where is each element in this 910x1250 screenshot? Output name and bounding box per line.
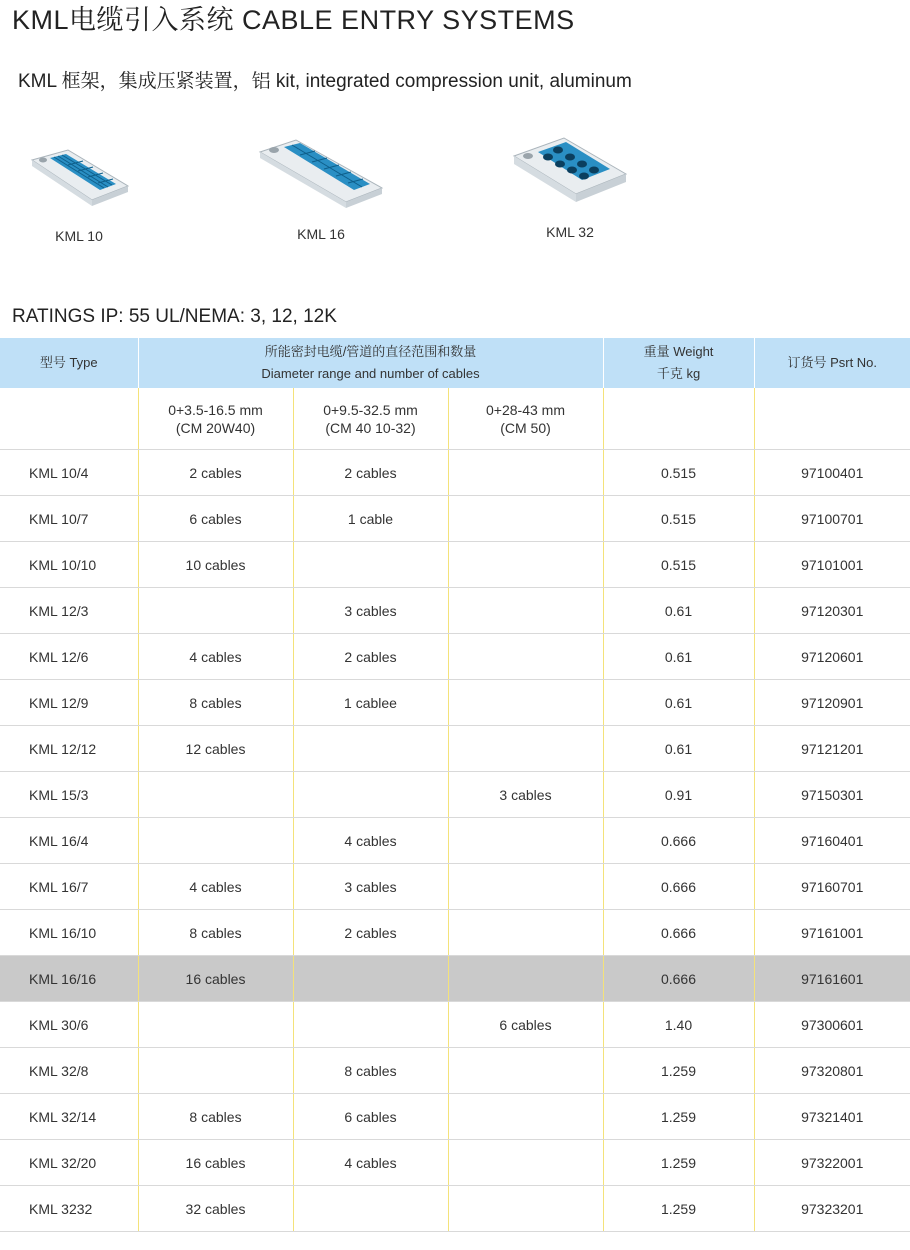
kml-10-frame-image (28, 148, 130, 224)
part-number-cell: 97120901 (754, 680, 910, 726)
kml-16-frame-image (258, 138, 384, 222)
large-range-cell (448, 726, 603, 772)
table-row (0, 1048, 910, 1094)
range-value: 0+9.5-32.5 mm (323, 401, 418, 418)
part-number-cell: 97321401 (754, 1094, 910, 1140)
table-row (0, 956, 910, 1002)
part-number-cell: 97160401 (754, 818, 910, 864)
table-row (0, 818, 910, 864)
type-cell: KML 12/12 (0, 726, 138, 772)
table-row (0, 726, 910, 772)
large-range-cell (448, 910, 603, 956)
medium-range-cell (293, 1186, 448, 1232)
large-range-cell (448, 1048, 603, 1094)
type-cell: KML 16/10 (0, 910, 138, 956)
empty-cell (0, 388, 138, 450)
weight-cell: 0.61 (603, 726, 754, 772)
weight-cell: 0.91 (603, 772, 754, 818)
medium-range-cell: 1 cablee (293, 680, 448, 726)
product-kml-16 (258, 138, 384, 248)
large-range-cell: 3 cables (448, 772, 603, 818)
range-cell (293, 388, 448, 450)
type-cell: KML 30/6 (0, 1002, 138, 1048)
range-cell (138, 388, 293, 450)
page-subtitle: KML 框架，集成压紧装置，铝 kit, integrated compression unit, aluminum (18, 71, 632, 92)
weight-cell: 0.61 (603, 680, 754, 726)
part-number-cell: 97150301 (754, 772, 910, 818)
weight-cell: 0.61 (603, 588, 754, 634)
type-cell: KML 16/4 (0, 818, 138, 864)
part-number-cell: 97161601 (754, 956, 910, 1002)
large-range-cell (448, 1186, 603, 1232)
weight-cell: 1.259 (603, 1094, 754, 1140)
table-row (0, 1002, 910, 1048)
table-row (0, 542, 910, 588)
type-cell: KML 10/7 (0, 496, 138, 542)
medium-range-cell: 2 cables (293, 450, 448, 496)
table-row (0, 450, 910, 496)
cable-entry-spec-table (0, 338, 910, 1232)
medium-range-cell: 1 cable (293, 496, 448, 542)
medium-range-cell: 6 cables (293, 1094, 448, 1140)
page-title: KML电缆引入系统 CABLE ENTRY SYSTEMS (12, 5, 575, 35)
small-range-cell (138, 818, 293, 864)
large-range-cell (448, 496, 603, 542)
part-number-column-header (754, 338, 910, 388)
diameter-range-row (0, 388, 910, 450)
table-row (0, 588, 910, 634)
weight-column-header (603, 338, 754, 388)
part-number-cell: 97121201 (754, 726, 910, 772)
table-row (0, 864, 910, 910)
medium-range-cell (293, 772, 448, 818)
small-range-cell: 8 cables (138, 910, 293, 956)
weight-cell: 0.515 (603, 450, 754, 496)
table-row (0, 634, 910, 680)
part-number-cell: 97161001 (754, 910, 910, 956)
product-label: KML 32 (546, 224, 594, 240)
small-range-cell: 6 cables (138, 496, 293, 542)
table-header-row (0, 338, 910, 388)
table-row (0, 680, 910, 726)
product-kml-10 (28, 148, 130, 248)
medium-range-cell (293, 542, 448, 588)
weight-cell: 1.259 (603, 1140, 754, 1186)
type-column-header (0, 338, 138, 388)
small-range-cell: 12 cables (138, 726, 293, 772)
weight-cell: 0.515 (603, 496, 754, 542)
table-row (0, 1094, 910, 1140)
small-range-cell (138, 772, 293, 818)
table-row (0, 772, 910, 818)
small-range-cell: 4 cables (138, 864, 293, 910)
type-cell: KML 16/7 (0, 864, 138, 910)
type-cell: KML 15/3 (0, 772, 138, 818)
medium-range-cell: 3 cables (293, 864, 448, 910)
small-range-cell: 16 cables (138, 1140, 293, 1186)
large-range-cell (448, 1094, 603, 1140)
large-range-cell (448, 634, 603, 680)
header-diameter-en: Diameter range and number of cables (261, 366, 480, 381)
small-range-cell (138, 1002, 293, 1048)
table-row (0, 1140, 910, 1186)
weight-cell: 1.259 (603, 1048, 754, 1094)
weight-cell: 0.61 (603, 634, 754, 680)
large-range-cell (448, 1140, 603, 1186)
medium-range-cell: 2 cables (293, 634, 448, 680)
type-cell: KML 10/4 (0, 450, 138, 496)
small-range-cell: 32 cables (138, 1186, 293, 1232)
header-weight-line1: 重量 Weight (643, 344, 714, 359)
range-cell (448, 388, 603, 450)
large-range-cell (448, 864, 603, 910)
product-label: KML 16 (297, 226, 345, 242)
table-row (0, 1186, 910, 1232)
table-row (0, 496, 910, 542)
large-range-cell (448, 588, 603, 634)
type-cell: KML 3232 (0, 1186, 138, 1232)
range-value: 0+3.5-16.5 mm (168, 401, 263, 418)
ratings-heading: RATINGS IP: 55 UL/NEMA: 3, 12, 12K (12, 306, 337, 327)
medium-range-cell: 8 cables (293, 1048, 448, 1094)
small-range-cell (138, 1048, 293, 1094)
large-range-cell (448, 956, 603, 1002)
range-value: 0+28-43 mm (486, 401, 565, 418)
medium-range-cell (293, 726, 448, 772)
header-weight-line2: 千克 kg (656, 366, 701, 381)
weight-cell: 1.40 (603, 1002, 754, 1048)
header-type-label: 型号 Type (39, 355, 98, 370)
type-cell: KML 32/14 (0, 1094, 138, 1140)
product-label: KML 10 (55, 228, 103, 244)
range-module: (CM 40 10-32) (325, 419, 416, 436)
type-cell: KML 12/3 (0, 588, 138, 634)
medium-range-cell: 2 cables (293, 910, 448, 956)
small-range-cell: 16 cables (138, 956, 293, 1002)
part-number-cell: 97320801 (754, 1048, 910, 1094)
part-number-cell: 97100701 (754, 496, 910, 542)
empty-cell (754, 388, 910, 450)
small-range-cell: 4 cables (138, 634, 293, 680)
part-number-cell: 97101001 (754, 542, 910, 588)
large-range-cell (448, 818, 603, 864)
weight-cell: 0.666 (603, 818, 754, 864)
type-cell: KML 16/16 (0, 956, 138, 1002)
table-row (0, 910, 910, 956)
part-number-cell: 97322001 (754, 1140, 910, 1186)
small-range-cell: 8 cables (138, 1094, 293, 1140)
part-number-cell: 97160701 (754, 864, 910, 910)
type-cell: KML 12/6 (0, 634, 138, 680)
product-kml-32 (512, 136, 628, 246)
part-number-cell: 97120301 (754, 588, 910, 634)
range-module: (CM 50) (500, 419, 551, 436)
weight-cell: 1.259 (603, 1186, 754, 1232)
small-range-cell: 10 cables (138, 542, 293, 588)
medium-range-cell: 3 cables (293, 588, 448, 634)
medium-range-cell: 4 cables (293, 1140, 448, 1186)
empty-cell (603, 388, 754, 450)
weight-cell: 0.666 (603, 956, 754, 1002)
medium-range-cell: 4 cables (293, 818, 448, 864)
type-cell: KML 10/10 (0, 542, 138, 588)
type-cell: KML 32/8 (0, 1048, 138, 1094)
part-number-cell: 97120601 (754, 634, 910, 680)
large-range-cell: 6 cables (448, 1002, 603, 1048)
range-module: (CM 20W40) (175, 419, 256, 436)
weight-cell: 0.666 (603, 910, 754, 956)
part-number-cell: 97100401 (754, 450, 910, 496)
type-cell: KML 32/20 (0, 1140, 138, 1186)
part-number-cell: 97300601 (754, 1002, 910, 1048)
weight-cell: 0.666 (603, 864, 754, 910)
weight-cell: 0.515 (603, 542, 754, 588)
kml-32-frame-image (512, 136, 628, 220)
header-part-label: 订货号 Psrt No. (787, 355, 878, 370)
medium-range-cell (293, 1002, 448, 1048)
large-range-cell (448, 542, 603, 588)
small-range-cell: 8 cables (138, 680, 293, 726)
part-number-cell: 97323201 (754, 1186, 910, 1232)
diameter-column-header (138, 338, 603, 388)
large-range-cell (448, 680, 603, 726)
small-range-cell: 2 cables (138, 450, 293, 496)
type-cell: KML 12/9 (0, 680, 138, 726)
header-diameter-cn: 所能密封电缆/管道的直径范围和数量 (264, 344, 477, 359)
large-range-cell (448, 450, 603, 496)
small-range-cell (138, 588, 293, 634)
medium-range-cell (293, 956, 448, 1002)
